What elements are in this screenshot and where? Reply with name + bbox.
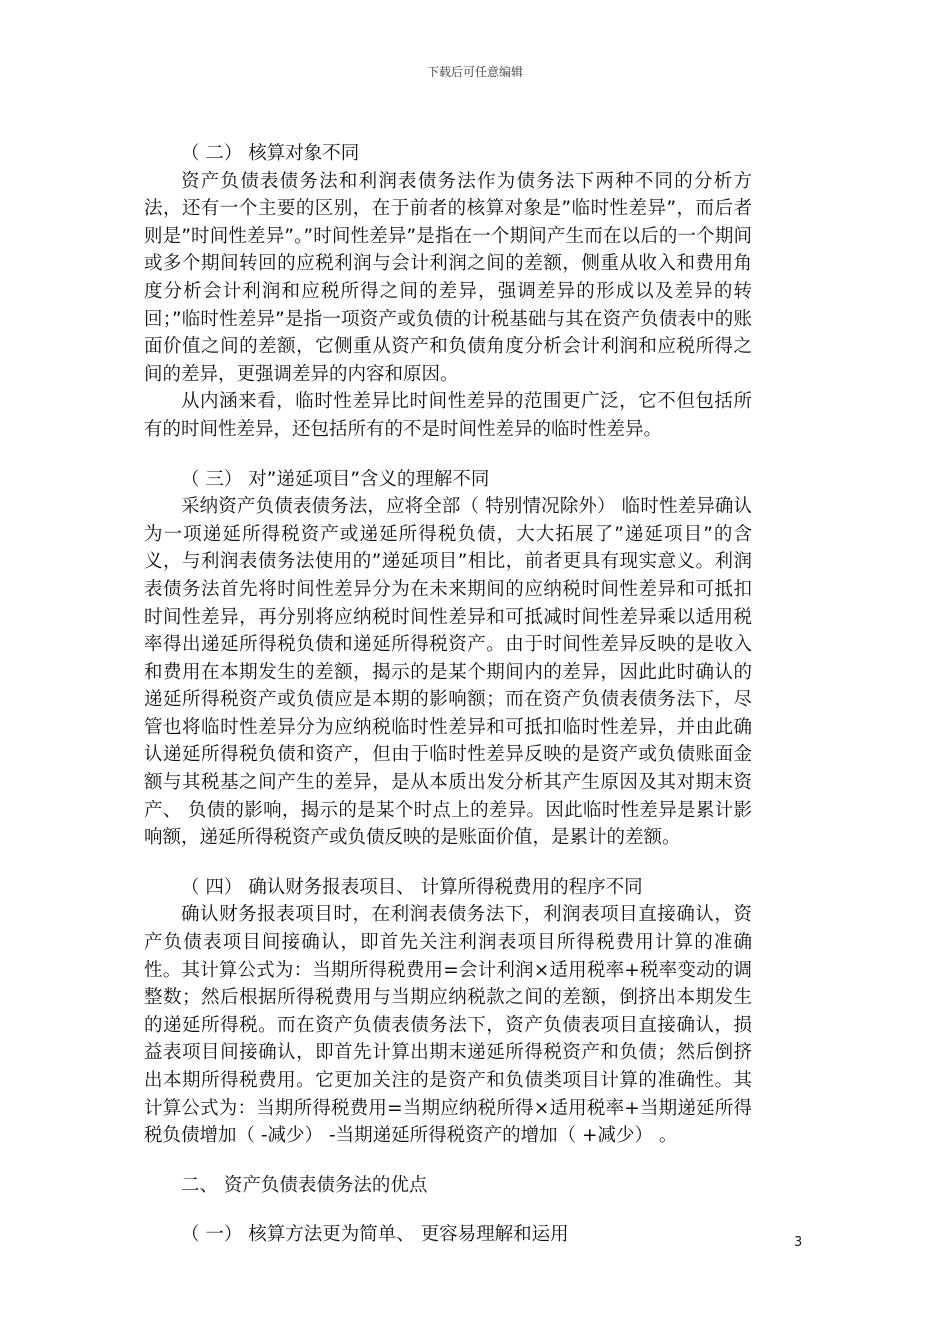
spacer [144, 852, 752, 874]
paragraph: 从内涵来看，临时性差异比时间性差异的范围更广泛，它不但包括所有的时间性差异，还包括所有的不是时间性差异的临时性差异。 [144, 391, 752, 440]
spacer [144, 1199, 752, 1221]
section-heading-3: （ 三） 对”递延项目”含义的理解不同 [181, 468, 490, 490]
spacer [144, 444, 752, 466]
paragraph: 资产负债表债务法和利润表债务法作为债务法下两种不同的分析方法，还有一个主要的区别，在于前者的核算对象是”临时性差异”，而后者则是”时间性差异”。”时间性差异”是指在一个期间产生而在以后的一个期间或多个期间转回的应税利润与会计利润之间的差额，侧重从收入和费用角度分析会计利润和应税所得之间的差异，强调差异的形成以及差异的转回；”临时性差异”是指一项资产或负债的计税基础与其在资产负债表中的账面价值之间的差额，它侧重从资产和负债角度分析会计利润和应税所得之间的差异，更强调差异的内容和原因。 [144, 170, 752, 385]
page-header: 下载后可任意编辑 [426, 65, 523, 79]
paragraph: 采纳资产负债表债务法，应将全部（ 特别情况除外） 临时性差异确认为一项递延所得税资产或递延所得税负债，大大拓展了”递延项目”的含义，与利润表债务法使用的”递延项目”相比，前者更具有现实意义。利润表债务法首先将时间性差异分为在未来期间的应纳税时间性差异和可抵扣时间性差异，再分别将应纳税时间性差异和可抵减时间性差异乘以适用税率得出递延所得税负债和递延所得税资产。由于时间性差异反映的是收入和费用在本期发生的差额，揭示的是某个期间内的差异，因此此时确认的递延所得税资产或负债应是本期的影响额；而在资产负债表债务法下，尽管也将临时性差异分为应纳税临时性差异和可抵扣临时性差异，并由此确认递延所得税负债和资产，但由于临时性差异反映的是资产或负债账面金额与其税基之间产生的差异，是从本质出发分析其产生原因及其对期末资产、 负债的影响，揭示的是某个时点上的差异。因此临时性差异是累计影响额，递延所得税资产或负债反映的是账面价值，是累计的差额。 [144, 496, 752, 849]
section-heading-2: （ 二） 核算对象不同 [181, 143, 360, 164]
section-heading-4: （ 四） 确认财务报表项目、 计算所得税费用的程序不同 [181, 876, 643, 898]
part-heading-2: 二、 资产负债表债务法的优点 [181, 1174, 428, 1196]
document-body [144, 140, 752, 1249]
spacer [144, 1150, 752, 1172]
subsection-heading-2-1: （ 一） 核算方法更为简单、 更容易理解和运用 [181, 1224, 569, 1246]
paragraph: 确认财务报表项目时，在利润表债务法下，利润表项目直接确认，资产负债表项目间接确认，即首先关注利润表项目所得税费用计算的准确性。其计算公式为：当期所得税费用=会计利润×适用税率+税率变动的调整数；然后根据所得税费用与当期应纳税款之间的差额，倒挤出本期发生的递延所得税。而在资产负债表债务法下，资产负债表项目直接确认，损益表项目间接确认，即首先计算出期末递延所得税资产和负债；然后倒挤出本期所得税费用。它更加关注的是资产和负债类项目计算的准确性。其计算公式为：当期所得税费用=当期应纳税所得×适用税率+当期递延所得税负债增加（ -减少） -当期递延所得税资产的增加（ +减少） 。 [144, 904, 752, 1147]
page-number: 3 [794, 1235, 803, 1250]
